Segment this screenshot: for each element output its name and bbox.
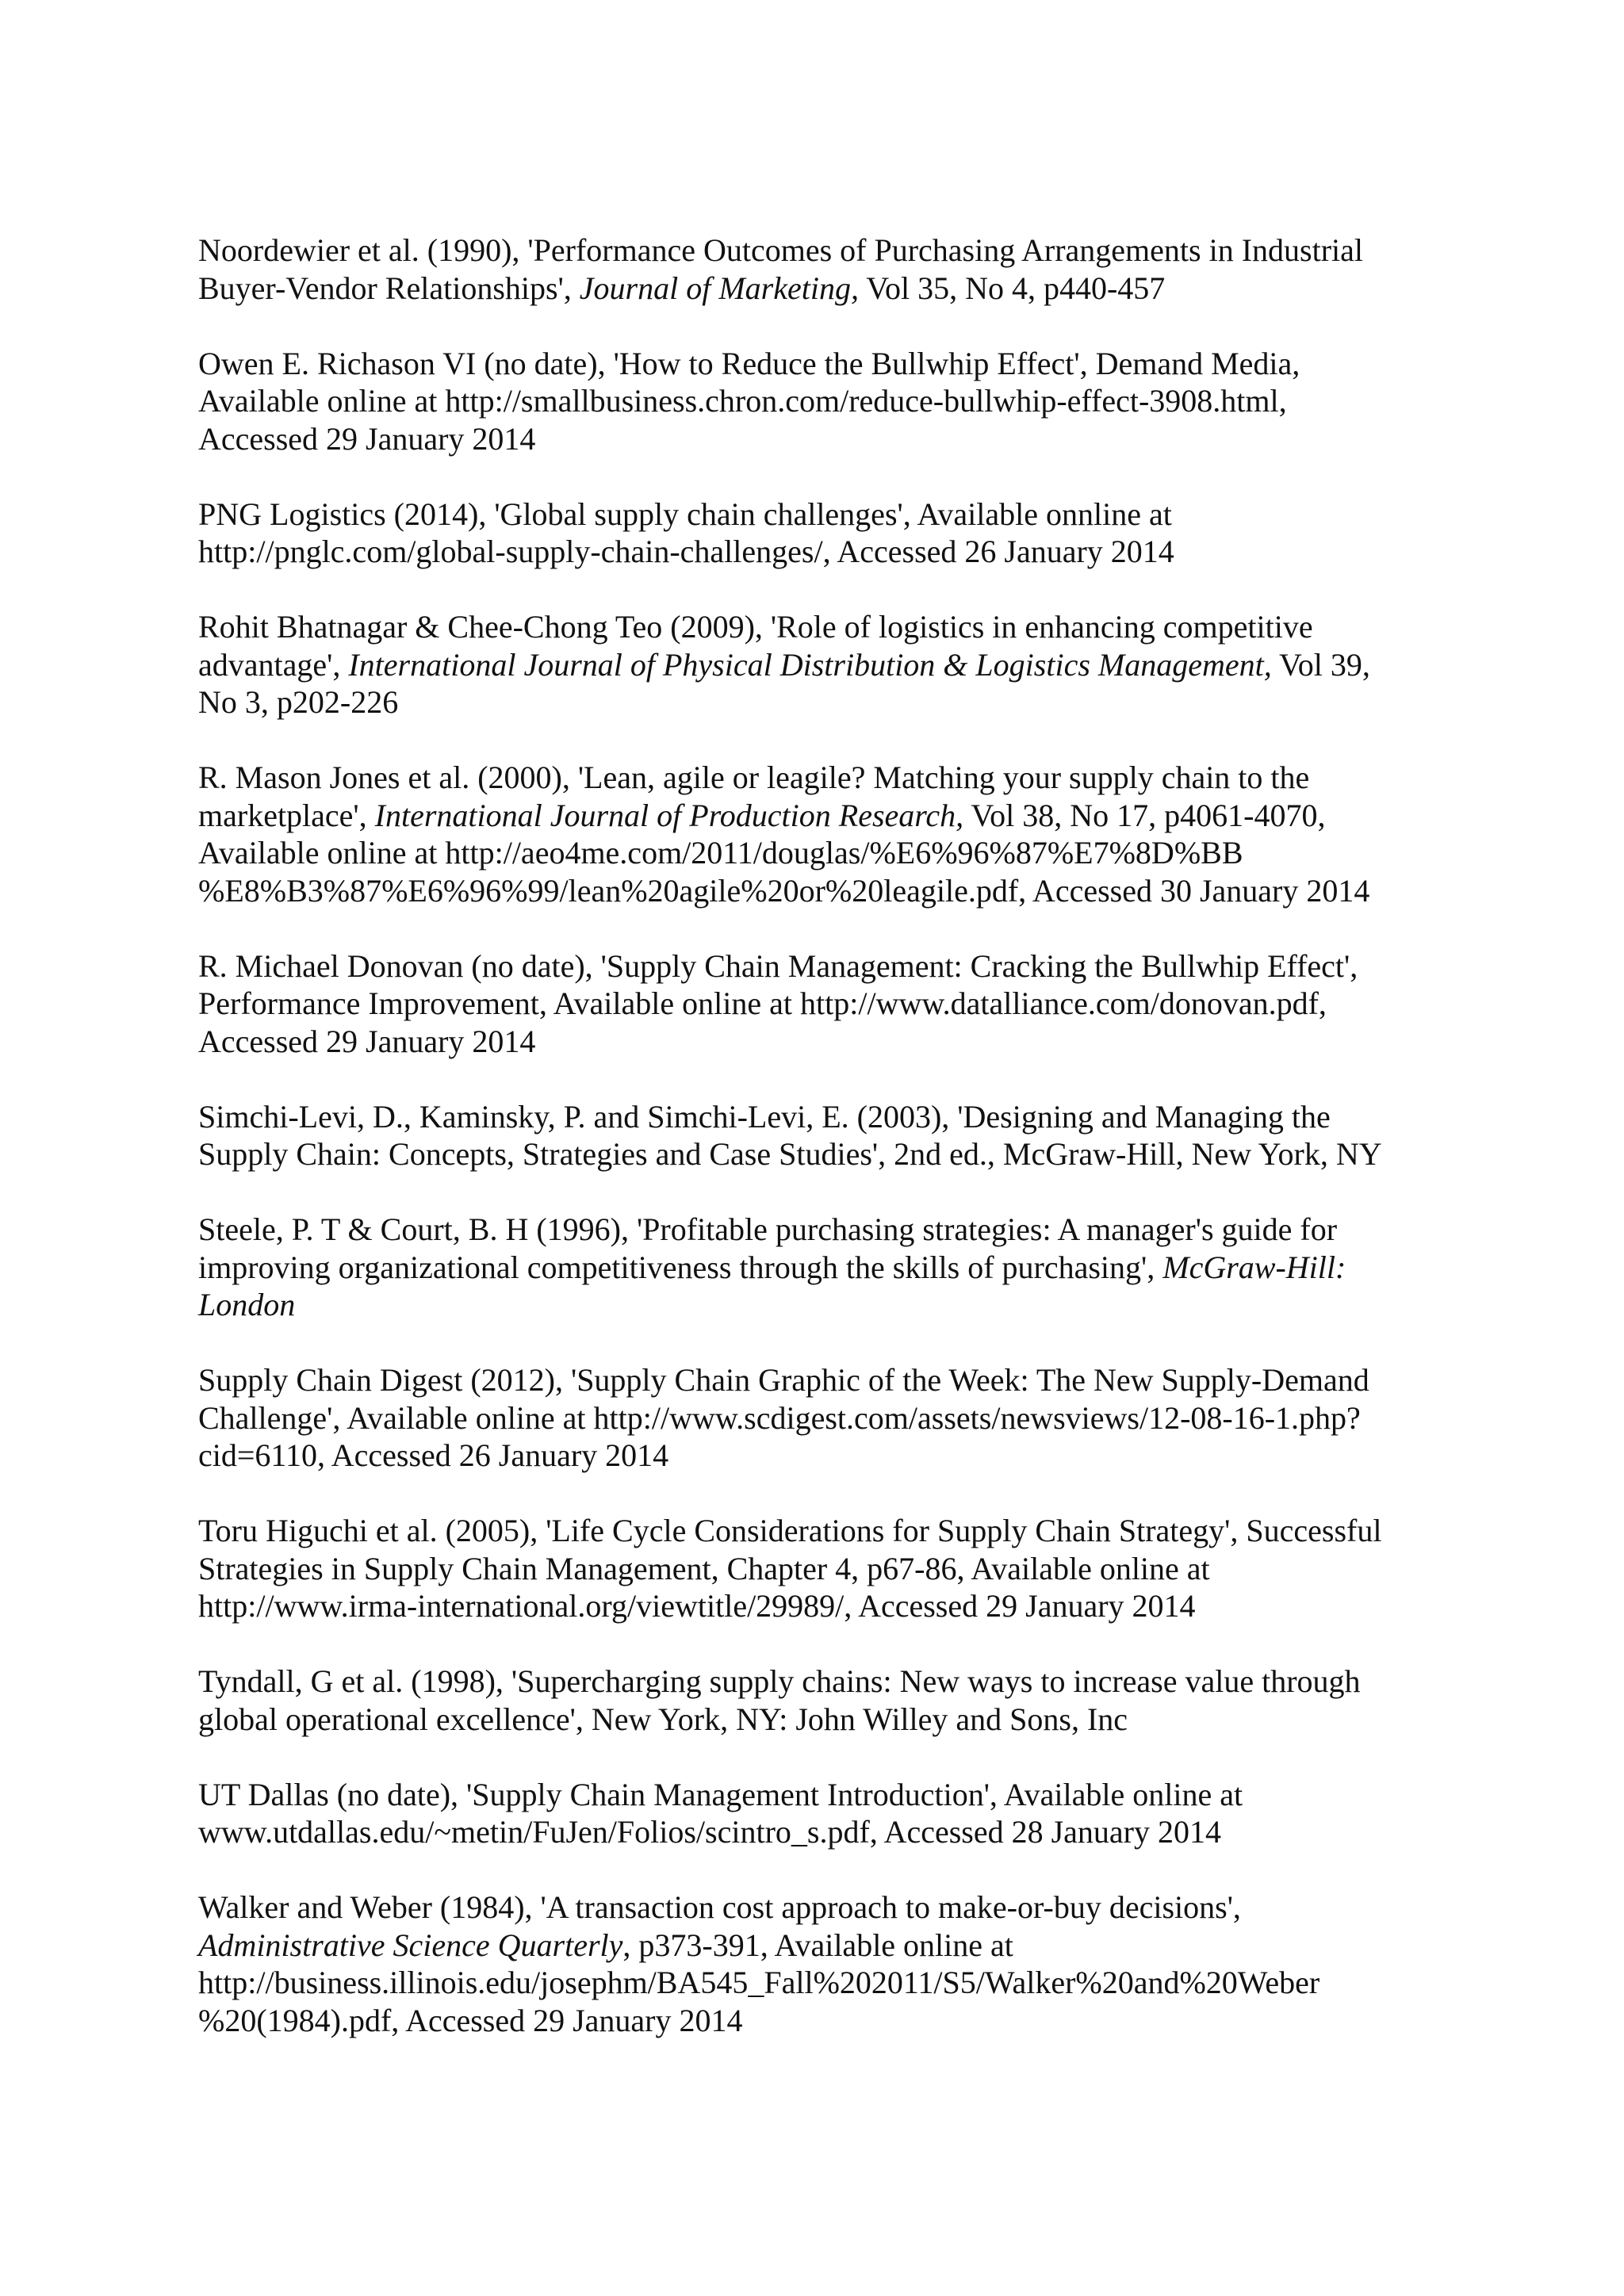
- reference-source-title: International Journal of Production Research,: [374, 797, 964, 833]
- reference-text: R. Mason Jones et al. (2000), 'Lean, agile or leagile? Matching your supply chain to the marketplace',: [198, 760, 1310, 833]
- reference-list: [198, 232, 1435, 2077]
- reference-source-title: Administrative Science Quarterly: [198, 1927, 623, 1963]
- reference-entry: [198, 1888, 1435, 2039]
- reference-entry: [198, 1211, 1435, 1324]
- reference-text: Owen E. Richason VI (no date), 'How to Reduce the Bullwhip Effect', Demand Media, Available online at http://smallbusiness.chron.com/reduce-bullwhip-effect-3908.html, Accessed 29 January 2014: [198, 345, 1300, 457]
- reference-text: Simchi-Levi, D., Kaminsky, P. and Simchi-Levi, E. (2003), 'Designing and Managing the Supply Chain: Concepts, Strategies and Case Studies', 2nd ed., McGraw-Hill, New York, NY: [198, 1098, 1382, 1172]
- reference-text: R. Michael Donovan (no date), 'Supply Chain Management: Cracking the Bullwhip Effect', Performance Improvement, Available online at http://www.datalliance.com/donovan.pdf, Accessed 29 January 2014: [198, 947, 1358, 1059]
- reference-entry: [198, 1361, 1435, 1475]
- reference-entry: [198, 1098, 1435, 1173]
- reference-entry: [198, 947, 1435, 1061]
- reference-text: Toru Higuchi et al. (2005), 'Life Cycle Considerations for Supply Chain Strategy', Successful Strategies in Supply Chain Management, Chapter 4, p67-86, Available online at http://www.irma-international.org/viewtitle/29989/, Accessed 29 January 2014: [198, 1513, 1382, 1624]
- reference-text: Steele, P. T & Court, B. H (1996), 'Profitable purchasing strategies: A manager's guide for improving organizational competitiveness through the skills of purchasing',: [198, 1211, 1338, 1285]
- reference-text: Supply Chain Digest (2012), 'Supply Chain Graphic of the Week: The New Supply-Demand Challenge', Available online at http://www.scdigest.com/assets/newsviews/12-08-16-1.php? cid=6110, Accessed 26 January 2014: [198, 1362, 1369, 1473]
- reference-entry: [198, 232, 1435, 307]
- reference-text: , p373-391, Available online at http://business.illinois.edu/josephm/BA545_Fall%202011/S5/Walker%20and%20Weber %20(1984).pdf, Accessed 29 January 2014: [198, 1927, 1320, 2038]
- reference-text: Noordewier et al. (1990), 'Performance Outcomes of Purchasing Arrangements in Industrial Buyer-Vendor Relationships',: [198, 232, 1364, 306]
- reference-source-title: International Journal of Physical Distribution & Logistics Management,: [348, 646, 1272, 683]
- reference-entry: [198, 496, 1435, 571]
- reference-entry: [198, 759, 1435, 909]
- reference-text: Vol 38, No 17, p4061-4070, Available online at http://aeo4me.com/2011/douglas/%E6%96%87%E7%8D%BB %E8%B3%87%E6%96%99/lean%20agile%20or%20leagile.pdf, Accessed 30 January 2014: [198, 797, 1370, 909]
- reference-text: Vol 39, No 3, p202-226: [198, 646, 1370, 720]
- reference-entry: [198, 345, 1435, 458]
- reference-source-title: Journal of Marketing,: [579, 270, 859, 306]
- reference-entry: [198, 1512, 1435, 1625]
- reference-entry: [198, 1663, 1435, 1738]
- reference-text: Walker and Weber (1984), 'A transaction cost approach to make-or-buy decisions',: [198, 1889, 1241, 1925]
- reference-text: Tyndall, G et al. (1998), 'Supercharging supply chains: New ways to increase value through global operational excellence', New York, NY: John Willey and Sons, Inc: [198, 1663, 1361, 1737]
- reference-entry: [198, 608, 1435, 721]
- reference-text: PNG Logistics (2014), 'Global supply chain challenges', Available onnline at http://pnglc.com/global-supply-chain-challenges/, Accessed 26 January 2014: [198, 496, 1174, 569]
- reference-text: Vol 35, No 4, p440-457: [858, 270, 1166, 306]
- reference-text: UT Dallas (no date), 'Supply Chain Management Introduction', Available online at www.utdallas.edu/~metin/FuJen/Folios/scintro_s.pdf, Accessed 28 January 2014: [198, 1776, 1243, 1850]
- reference-entry: [198, 1776, 1435, 1851]
- reference-source-title: McGraw-Hill: London: [198, 1249, 1346, 1322]
- reference-text: Rohit Bhatnagar & Chee-Chong Teo (2009), 'Role of logistics in enhancing competitive advantage',: [198, 609, 1313, 683]
